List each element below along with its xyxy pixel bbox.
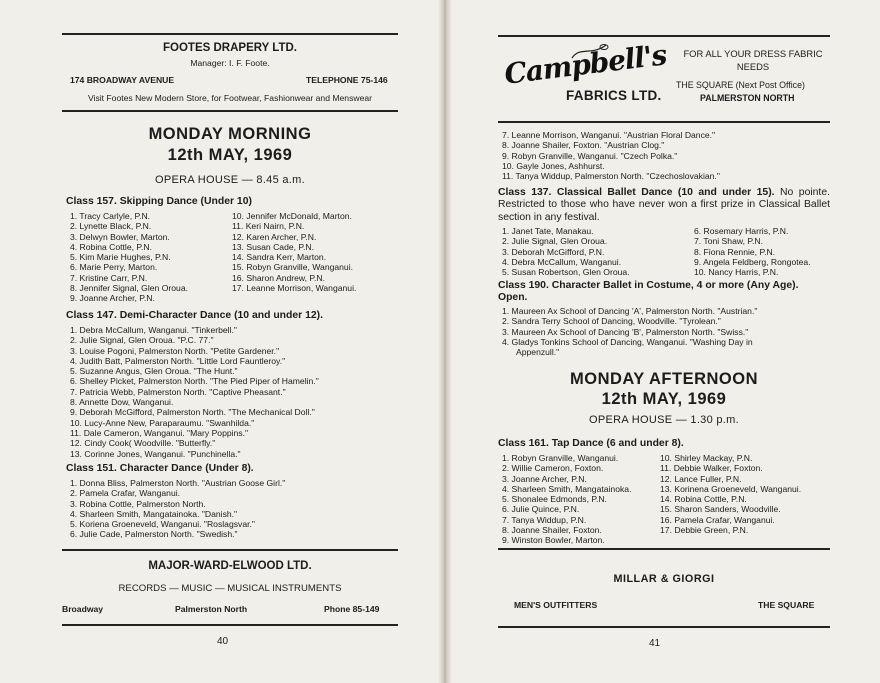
class-190-entries	[502, 306, 757, 357]
ad-right: THE SQUARE	[758, 600, 815, 610]
ad-line: RECORDS — MUSIC — MUSICAL INSTRUMENTS	[118, 583, 342, 594]
page-number: 40	[216, 636, 229, 647]
list-item: 2. Julie Signal, Glen Oroua.	[502, 236, 608, 247]
list-item: 11. Debbie Walker, Foxton.	[660, 463, 763, 474]
divider	[498, 121, 830, 123]
list-item: 13. Susan Cade, P.N.	[232, 241, 315, 252]
divider	[62, 549, 398, 551]
list-item: 3. Joanne Archer, P.N.	[502, 473, 587, 484]
list-item: 7. Kristine Carr, P.N.	[70, 272, 148, 283]
ad-phone: TELEPHONE 75-146	[306, 75, 388, 85]
list-item: 10. Nancy Harris, P.N.	[694, 267, 779, 278]
list-item: 14. Sandra Kerr, Marton.	[232, 252, 327, 263]
ad-name: FOOTES DRAPERY LTD.	[163, 42, 297, 54]
list-item: 1. Tracy Carlyle, P.N.	[70, 211, 151, 221]
list-item: 7. Patricia Webb, Palmerston North. "Captive Pheasant."	[70, 386, 286, 397]
list-item: 4. Debra McCallum, Wanganui.	[502, 256, 622, 267]
book-gutter	[438, 0, 452, 683]
class-137-heading	[498, 187, 830, 224]
session-venue: OPERA HOUSE — 1.30 p.m.	[589, 414, 739, 426]
class-151-heading: Class 151. Character Dance (Under 8).	[66, 463, 254, 474]
class-190-heading: Class 190. Character Ballet in Costume, 4 or more (Any Age). Open.	[498, 280, 799, 303]
class-147-entries	[70, 325, 319, 459]
list-item: 6. Julie Quince, P.N.	[502, 504, 580, 515]
class-161-col1	[502, 453, 631, 546]
list-item: 3. Louise Pogoni, Palmerston North. "Petite Gardener."	[70, 345, 280, 356]
list-item: 1. Maureen Ax School of Dancing 'A', Palmerston North. "Austrian."	[502, 306, 758, 316]
list-item: 1. Donna Bliss, Palmerston North. "Austrian Goose Girl."	[70, 478, 286, 488]
class-137-col2	[694, 226, 811, 277]
list-item: 11. Dale Cameron, Wanganui. "Mary Poppins."	[70, 427, 249, 438]
list-item: 17. Debbie Green, P.N.	[660, 525, 749, 536]
ad-manager: Manager: I. F. Foote.	[190, 58, 270, 68]
list-item: 3. Deborah McGifford, P.N.	[502, 246, 605, 257]
list-item: 1. Janet Tate, Manakau.	[502, 226, 594, 236]
class-137-desc: No pointe. Restricted to those who have never won a first prize in Classical Ballet section in any festival.	[498, 187, 830, 223]
class-137-col1	[502, 226, 630, 277]
list-item: 11. Keri Nairn, P.N.	[232, 221, 305, 232]
ad-city: PALMERSTON NORTH	[700, 93, 795, 103]
class-151-entries	[70, 478, 285, 540]
class-137-title: Class 137. Classical Ballet Dance (10 and under 15).	[498, 187, 775, 198]
class-147-heading: Class 147. Demi-Character Dance (10 and under 12).	[66, 310, 323, 321]
logo-text: FABRICS LTD.	[566, 88, 662, 103]
list-item: 13. Korinena Groeneveld, Wanganui.	[660, 483, 802, 494]
list-item: 6. Shelley Picket, Palmerston North. "The Pied Piper of Hamelin."	[70, 376, 319, 387]
list-item: 5. Shonalee Edmonds, P.N.	[502, 494, 607, 505]
list-item: 9. Robyn Granville, Wanganui. "Czech Polka."	[502, 150, 678, 161]
session-venue: OPERA HOUSE — 8.45 a.m.	[155, 174, 305, 186]
list-item: 5. Kim Marie Hughes, P.N.	[70, 252, 171, 263]
list-item: 12. Cindy Cook( Woodville. "Butterfly."	[70, 438, 216, 449]
list-item: 8. Joanne Shailer, Foxton.	[502, 525, 602, 536]
list-item: 9. Angela Feldberg, Rongotea.	[694, 256, 811, 267]
list-item: 14. Robina Cottle, P.N.	[660, 494, 747, 505]
list-item: 9. Joanne Archer, P.N.	[70, 293, 155, 304]
list-item: 2. Sandra Terry School of Dancing, Woodville. "Tyrolean."	[502, 316, 721, 327]
session-title: MONDAY AFTERNOON	[570, 370, 758, 388]
page-number: 41	[648, 638, 661, 649]
class-157-heading: Class 157. Skipping Dance (Under 10)	[66, 196, 252, 207]
list-item: 16. Sharon Andrew, P.N.	[232, 272, 326, 283]
list-item: 4. Judith Batt, Palmerston North. "Little Lord Fauntleroy."	[70, 355, 286, 366]
ad-left: MEN'S OUTFITTERS	[514, 600, 598, 610]
ad-tagline: Visit Footes New Modern Store, for Footwear, Fashionwear and Menswear	[87, 93, 373, 103]
list-item: 4. Sharleen Smith, Mangatainoka.	[502, 483, 632, 494]
list-item: 5. Susan Robertson, Glen Oroua.	[502, 267, 630, 278]
session-title: MONDAY MORNING	[148, 125, 312, 143]
session-date: 12th MAY, 1969	[601, 390, 727, 408]
ad-right: Phone 85-149	[324, 604, 380, 614]
list-item: 15. Sharon Sanders, Woodville.	[660, 504, 781, 515]
right-page	[446, 0, 880, 683]
logo-script-text: Campbell's	[502, 38, 669, 91]
list-item: 12. Karen Archer, P.N.	[232, 231, 317, 242]
thread-needle-icon	[570, 42, 610, 60]
divider	[62, 33, 398, 35]
divider	[498, 548, 830, 550]
ad-address	[676, 80, 805, 90]
list-item: 13. Corinne Jones, Wanganui. "Punchinella."	[70, 448, 241, 459]
continued-entries	[502, 130, 720, 181]
divider	[62, 624, 398, 626]
list-item: 3. Delwyn Bowler, Marton.	[70, 231, 170, 242]
list-item: 10. Shirley Mackay, P.N.	[660, 453, 753, 463]
list-item: 17. Leanne Morrison, Wanganui.	[232, 283, 357, 294]
class-161-heading: Class 161. Tap Dance (6 and under 8).	[498, 438, 684, 449]
divider	[498, 35, 830, 37]
list-item: 7. Toni Shaw, P.N.	[694, 236, 763, 247]
list-item: 9. Winston Bowler, Marton.	[502, 535, 605, 546]
ad-address-line: THE SQUARE (Next Post Office)	[676, 80, 805, 90]
ad-mid: Palmerston North	[175, 604, 248, 614]
list-item: 4. Sharleen Smith, Mangatainoka. "Danish."	[70, 508, 238, 519]
list-item: 8. Annette Dow, Wanganui.	[70, 397, 174, 408]
list-item: Appenzull."	[516, 347, 560, 358]
list-item: 11. Tanya Widdup, Palmerston North. "Czechoslovakian."	[502, 171, 720, 182]
session-date: 12th MAY, 1969	[167, 146, 293, 164]
list-item: 6. Marie Perry, Marton.	[70, 262, 158, 273]
list-item: 16. Pamela Crafar, Wanganui.	[660, 514, 775, 525]
list-item: 4. Robina Cottle, P.N.	[70, 241, 153, 252]
divider	[498, 626, 830, 628]
list-item: 10. Lucy-Anne New, Paraparaumu. "Swanhilda."	[70, 417, 255, 428]
list-item: 12. Lance Fuller, P.N.	[660, 473, 742, 484]
list-item: 5. Suzanne Angus, Glen Oroua. "The Hunt."	[70, 366, 238, 377]
ad-name: MAJOR-WARD-ELWOOD LTD.	[148, 560, 312, 572]
list-item: 6. Julie Cade, Palmerston North. "Swedish."	[70, 529, 238, 540]
list-item: 1. Debra McCallum, Wanganui. "Tinkerbell."	[70, 325, 237, 335]
list-item: 7. Tanya Widdup, P.N.	[502, 514, 587, 525]
class-157-col1	[70, 211, 188, 304]
ad-left: Broadway	[62, 604, 104, 614]
list-item: 4. Gladys Tonkins School of Dancing, Wanganui. "Washing Day in	[502, 336, 753, 347]
list-item: 8. Jennifer Signal, Glen Oroua.	[70, 283, 188, 294]
list-item: 10. Gayle Jones, Ashhurst.	[502, 160, 605, 171]
list-item: 8. Joanne Shailer, Foxton. "Austrian Clog."	[502, 140, 665, 151]
ad-address: 174 BROADWAY AVENUE	[70, 75, 175, 85]
list-item: 6. Rosemary Harris, P.N.	[694, 226, 789, 236]
list-item: 2. Lynette Black, P.N.	[70, 221, 152, 232]
list-item: 7. Leanne Morrison, Wanganui. "Austrian Floral Dance."	[502, 130, 716, 140]
list-item: 8. Fiona Rennie, P.N.	[694, 246, 776, 257]
list-item: 3. Maureen Ax School of Dancing 'B', Palmerston North. "Swiss."	[502, 326, 749, 337]
ad-name: MILLAR & GIORGI	[613, 573, 715, 585]
ad-slogan: FOR ALL YOUR DRESS FABRIC NEEDS	[683, 48, 823, 72]
list-item: 9. Deborah McGifford, Palmerston North. "The Mechanical Doll."	[70, 407, 315, 418]
list-item: 1. Robyn Granville, Wanganui.	[502, 453, 619, 463]
list-item: 15. Robyn Granville, Wanganui.	[232, 262, 354, 273]
divider	[62, 110, 398, 112]
list-item: 2. Pamela Crafar, Wanganui.	[70, 488, 181, 499]
class-157-col2	[232, 211, 356, 293]
list-item: 10. Jennifer McDonald, Marton.	[232, 211, 352, 221]
list-item: 3. Robina Cottle, Palmerston North.	[70, 498, 206, 509]
list-item: 5. Koriena Groeneveld, Wanganui. "Roslagsvar."	[70, 519, 255, 530]
class-161-col2	[660, 453, 801, 535]
list-item: 2. Julie Signal, Glen Oroua. "P.C. 77."	[70, 335, 214, 346]
list-item: 2. Willie Cameron, Foxton.	[502, 463, 604, 474]
